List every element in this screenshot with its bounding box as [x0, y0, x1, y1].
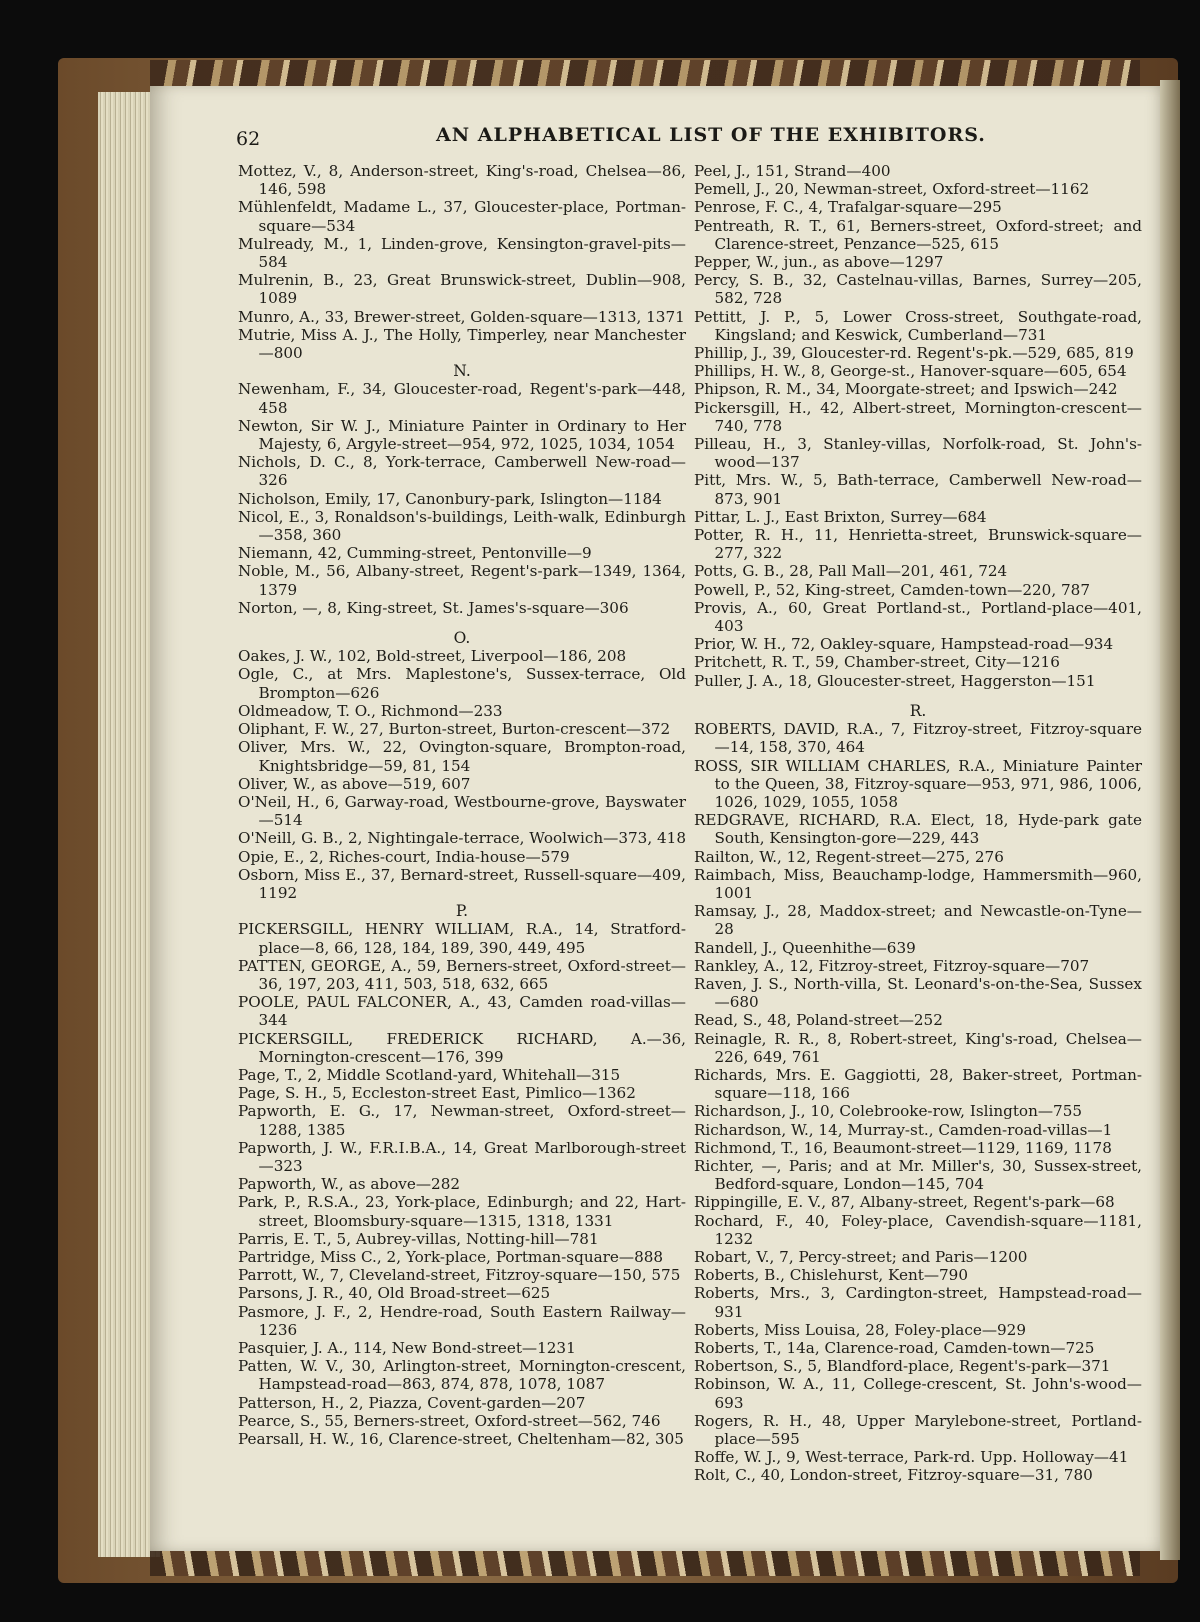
exhibitor-entry: Pearce, S., 55, Berners-street, Oxford-street—562, 746: [238, 1411, 661, 1430]
exhibitor-entry: Papworth, E. G., 17, Newman-street, Oxford-street—1288, 1385: [238, 1102, 686, 1139]
exhibitor-entry: Patterson, H., 2, Piazza, Covent-garden—207: [238, 1393, 586, 1412]
exhibitor-entry: Potter, R. H., 11, Henrietta-street, Brunswick-square—277, 322: [694, 526, 1142, 563]
exhibitor-entry: Roberts, B., Chislehurst, Kent—790: [694, 1266, 969, 1285]
exhibitor-entry: Parsons, J. R., 40, Old Broad-street—625: [238, 1284, 551, 1303]
p-entries: [238, 920, 686, 1448]
exhibitor-entry: Page, T., 2, Middle Scotland-yard, Whitehall—315: [238, 1065, 621, 1084]
page-header: [236, 122, 1156, 152]
running-head: AN ALPHABETICAL LIST OF THE EXHIBITORS.: [436, 124, 986, 146]
exhibitor-entry: ROBERTS, DAVID, R.A., 7, Fitzroy-street, Fitzroy-square—14, 158, 370, 464: [694, 720, 1142, 757]
exhibitor-entry: Norton, —, 8, King-street, St. James's-square—306: [238, 598, 629, 617]
exhibitor-entry: Mulrenin, B., 23, Great Brunswick-street, Dublin—908, 1089: [238, 271, 686, 308]
section-heading-r: R.: [909, 701, 927, 720]
exhibitor-entry: Phillip, J., 39, Gloucester-rd. Regent's-pk.—529, 685, 819: [694, 344, 1134, 363]
exhibitor-entry: Ramsay, J., 28, Maddox-street; and Newcastle-on-Tyne—28: [694, 902, 1142, 939]
exhibitor-entry: Richmond, T., 16, Beaumont-street—1129, 1169, 1178: [694, 1138, 1112, 1157]
exhibitor-entry: Partridge, Miss C., 2, York-place, Portman-square—888: [238, 1247, 664, 1266]
exhibitor-entry: Pittar, L. J., East Brixton, Surrey—684: [694, 507, 987, 526]
exhibitor-entry: Phipson, R. M., 34, Moorgate-street; and Ipswich—242: [694, 380, 1118, 399]
exhibitor-entry: Richardson, W., 14, Murray-st., Camden-road-villas—1: [694, 1120, 1113, 1139]
exhibitor-entry: Osborn, Miss E., 37, Bernard-street, Russell-square—409, 1192: [238, 865, 686, 902]
exhibitor-entry: PICKERSGILL, FREDERICK RICHARD, A.—36, Mornington-crescent—176, 399: [238, 1029, 686, 1066]
o-entries: [238, 647, 686, 902]
exhibitor-entry: Rippingille, E. V., 87, Albany-street, Regent's-park—68: [694, 1193, 1115, 1212]
page-number: 62: [236, 128, 261, 150]
exhibitor-entry: Pentreath, R. T., 61, Berners-street, Oxford-street; and Clarence-street, Penzance—525, 615: [694, 216, 1142, 253]
exhibitor-entry: Oliphant, F. W., 27, Burton-street, Burton-crescent—372: [238, 720, 671, 739]
exhibitor-entry: Oliver, W., as above—519, 607: [238, 774, 471, 793]
exhibitor-entry: Parrott, W., 7, Cleveland-street, Fitzroy-square—150, 575: [238, 1266, 681, 1285]
exhibitor-entry: Pepper, W., jun., as above—1297: [694, 253, 944, 272]
exhibitor-entry: Opie, E., 2, Riches-court, India-house—579: [238, 847, 570, 866]
exhibitor-entry: Railton, W., 12, Regent-street—275, 276: [694, 847, 1004, 866]
exhibitor-entry: Pilleau, H., 3, Stanley-villas, Norfolk-road, St. John's-wood—137: [694, 435, 1142, 472]
exhibitor-entry: Reinagle, R. R., 8, Robert-street, King's-road, Chelsea—226, 649, 761: [694, 1029, 1142, 1066]
exhibitor-entry: Puller, J. A., 18, Gloucester-street, Haggerston—151: [694, 671, 1096, 690]
exhibitor-entry: Munro, A., 33, Brewer-street, Golden-square—1313, 1371: [238, 307, 685, 326]
exhibitor-entry: O'Neill, G. B., 2, Nightingale-terrace, Woolwich—373, 418: [238, 829, 686, 848]
exhibitor-entry: Robertson, S., 5, Blandford-place, Regent's-park—371: [694, 1357, 1111, 1376]
exhibitor-entry: Papworth, J. W., F.R.I.B.A., 14, Great Marlborough-street—323: [238, 1138, 686, 1175]
exhibitor-entry: Richter, —, Paris; and at Mr. Miller's, 30, Sussex-street, Bedford-square, London—145, 704: [694, 1156, 1142, 1194]
exhibitor-entry: Potts, G. B., 28, Pall Mall—201, 461, 724: [694, 562, 1008, 581]
exhibitor-entry: Pettitt, J. P., 5, Lower Cross-street, Southgate-road, Kingsland; and Keswick, Cumberland—731: [694, 307, 1142, 344]
exhibitor-entry: Provis, A., 60, Great Portland-st., Portland-place—401, 403: [694, 598, 1142, 636]
exhibitor-entry: Nicol, E., 3, Ronaldson's-buildings, Leith-walk, Edinburgh—358, 360: [238, 507, 686, 545]
exhibitor-entry: Page, S. H., 5, Eccleston-street East, Pimlico—1362: [238, 1084, 636, 1103]
exhibitor-entry: Mottez, V., 8, Anderson-street, King's-road, Chelsea—86, 146, 598: [238, 162, 686, 199]
exhibitor-entry: Pasquier, J. A., 114, New Bond-street—1231: [238, 1339, 576, 1357]
exhibitor-entry: O'Neil, H., 6, Garway-road, Westbourne-grove, Bayswater—514: [238, 792, 686, 830]
spacer: [694, 690, 1142, 702]
p-entries-continued: [694, 162, 1142, 690]
exhibitor-entry: Oakes, J. W., 102, Bold-street, Liverpool—186, 208: [238, 647, 627, 666]
exhibitor-entry: Papworth, W., as above—282: [238, 1175, 461, 1194]
exhibitor-entry: Rochard, F., 40, Foley-place, Cavendish-square—1181, 1232: [694, 1211, 1142, 1248]
section-heading-p: P.: [455, 902, 469, 921]
left-column: [238, 162, 686, 1448]
exhibitor-entry: Oldmeadow, T. O., Richmond—233: [238, 701, 503, 720]
exhibitor-entry: Oliver, Mrs. W., 22, Ovington-square, Brompton-road, Knightsbridge—59, 81, 154: [238, 738, 686, 775]
exhibitor-entry: Mühlenfeldt, Madame L., 37, Gloucester-place, Portman-square—534: [238, 198, 686, 235]
exhibitor-entry: Parris, E. T., 5, Aubrey-villas, Notting-hill—781: [238, 1229, 599, 1248]
exhibitor-entry: REDGRAVE, RICHARD, R.A. Elect, 18, Hyde-park gate South, Kensington-gore—229, 443: [694, 811, 1142, 848]
exhibitor-entry: Penrose, F. C., 4, Trafalgar-square—295: [694, 198, 1002, 217]
n-entries: [238, 380, 686, 617]
exhibitor-entry: Percy, S. B., 32, Castelnau-villas, Barnes, Surrey—205, 582, 728: [694, 271, 1142, 308]
exhibitor-entry: Pickersgill, H., 42, Albert-street, Mornington-crescent—740, 778: [694, 398, 1142, 435]
exhibitor-entry: Nicholson, Emily, 17, Canonbury-park, Islington—1184: [238, 489, 662, 508]
exhibitor-entry: Phillips, H. W., 8, George-st., Hanover-square—605, 654: [694, 362, 1127, 381]
exhibitor-entry: Powell, P., 52, King-street, Camden-town—220, 787: [694, 580, 1090, 599]
section-heading-n: N.: [453, 362, 471, 381]
book-page: [150, 86, 1160, 1551]
exhibitor-entry: PICKERSGILL, HENRY WILLIAM, R.A., 14, Stratford-place—8, 66, 128, 184, 189, 390, 449, 495: [238, 920, 686, 957]
exhibitor-entry: Pritchett, R. T., 59, Chamber-street, City—1216: [694, 653, 1060, 672]
page-right-edge: [1160, 80, 1180, 1560]
exhibitor-entry: PATTEN, GEORGE, A., 59, Berners-street, Oxford-street—36, 197, 203, 411, 503, 518, 632, 665: [238, 956, 686, 993]
exhibitor-entry: Prior, W. H., 72, Oakley-square, Hampstead-road—934: [694, 635, 1114, 654]
exhibitor-entry: Newenham, F., 34, Gloucester-road, Regent's-park—448, 458: [238, 380, 686, 417]
exhibitor-entry: Richardson, J., 10, Colebrooke-row, Islington—755: [694, 1102, 1083, 1121]
exhibitor-entry: POOLE, PAUL FALCONER, A., 43, Camden road-villas—344: [238, 993, 686, 1030]
exhibitor-entry: Roberts, Miss Louisa, 28, Foley-place—929: [694, 1320, 1026, 1339]
exhibitor-entry: Ogle, C., at Mrs. Maplestone's, Sussex-terrace, Old Brompton—626: [238, 665, 686, 702]
exhibitor-entry: Rogers, R. H., 48, Upper Marylebone-street, Portland-place—595: [694, 1411, 1142, 1449]
r-entries: [694, 720, 1142, 1485]
exhibitor-entry: Rolt, C., 40, London-street, Fitzroy-square—31, 780: [694, 1466, 1093, 1485]
exhibitor-entry: Rankley, A., 12, Fitzroy-street, Fitzroy-square—707: [694, 956, 1090, 975]
exhibitor-entry: Park, P., R.S.A., 23, York-place, Edinburgh; and 22, Hart-street, Bloomsbury-square—1315, 1318, 1331: [238, 1193, 686, 1230]
spacer: [238, 617, 686, 629]
exhibitor-entry: Richards, Mrs. E. Gaggiotti, 28, Baker-street, Portman-square—118, 166: [694, 1065, 1142, 1103]
exhibitor-entry: Randell, J., Queenhithe—639: [694, 938, 916, 957]
exhibitor-entry: Niemann, 42, Cumming-street, Pentonville—9: [238, 544, 592, 563]
m-entries: [238, 162, 686, 362]
exhibitor-entry: Pasmore, J. F., 2, Hendre-road, South Eastern Railway—1236: [238, 1302, 686, 1339]
section-heading-o: O.: [453, 629, 471, 648]
exhibitor-entry: Roberts, T., 14a, Clarence-road, Camden-town—725: [694, 1339, 1095, 1357]
exhibitor-entry: Pitt, Mrs. W., 5, Bath-terrace, Camberwell New-road—873, 901: [694, 471, 1142, 508]
exhibitor-entry: Peel, J., 151, Strand—400: [694, 162, 891, 180]
exhibitor-entry: Mulready, M., 1, Linden-grove, Kensington-gravel-pits—584: [238, 234, 686, 272]
exhibitor-entry: Pearsall, H. W., 16, Clarence-street, Cheltenham—82, 305: [238, 1430, 684, 1449]
exhibitor-entry: Raimbach, Miss, Beauchamp-lodge, Hammersmith—960, 1001: [694, 865, 1142, 902]
exhibitor-entry: Noble, M., 56, Albany-street, Regent's-park—1349, 1364, 1379: [238, 562, 686, 599]
exhibitor-entry: Nichols, D. C., 8, York-terrace, Camberwell New-road—326: [238, 453, 686, 490]
exhibitor-entry: Robart, V., 7, Percy-street; and Paris—1200: [694, 1247, 1028, 1266]
exhibitor-entry: Mutrie, Miss A. J., The Holly, Timperley, near Manchester—800: [238, 325, 686, 363]
exhibitor-entry: ROSS, SIR WILLIAM CHARLES, R.A., Miniature Painter to the Queen, 38, Fitzroy-square—953, 971, 986, 1006, 1026, 1029, 1055, 1058: [694, 756, 1142, 811]
exhibitor-entry: Roffe, W. J., 9, West-terrace, Park-rd. Upp. Holloway—41: [694, 1448, 1129, 1467]
exhibitor-entry: Pemell, J., 20, Newman-street, Oxford-street—1162: [694, 180, 1090, 199]
right-column: [694, 162, 1142, 1485]
exhibitor-entry: Read, S., 48, Poland-street—252: [694, 1011, 943, 1030]
exhibitor-entry: Raven, J. S., North-villa, St. Leonard's-on-the-Sea, Sussex—680: [694, 974, 1142, 1012]
exhibitor-entry: Patten, W. V., 30, Arlington-street, Mornington-crescent, Hampstead-road—863, 874, 878, 1078, 1087: [238, 1357, 686, 1394]
exhibitor-entry: Roberts, Mrs., 3, Cardington-street, Hampstead-road—931: [694, 1284, 1142, 1321]
exhibitor-entry: Newton, Sir W. J., Miniature Painter in Ordinary to Her Majesty, 6, Argyle-street—954, 972, 1025, 1034, 1054: [238, 416, 686, 454]
exhibitor-entry: Robinson, W. A., 11, College-crescent, St. John's-wood—693: [694, 1375, 1142, 1412]
